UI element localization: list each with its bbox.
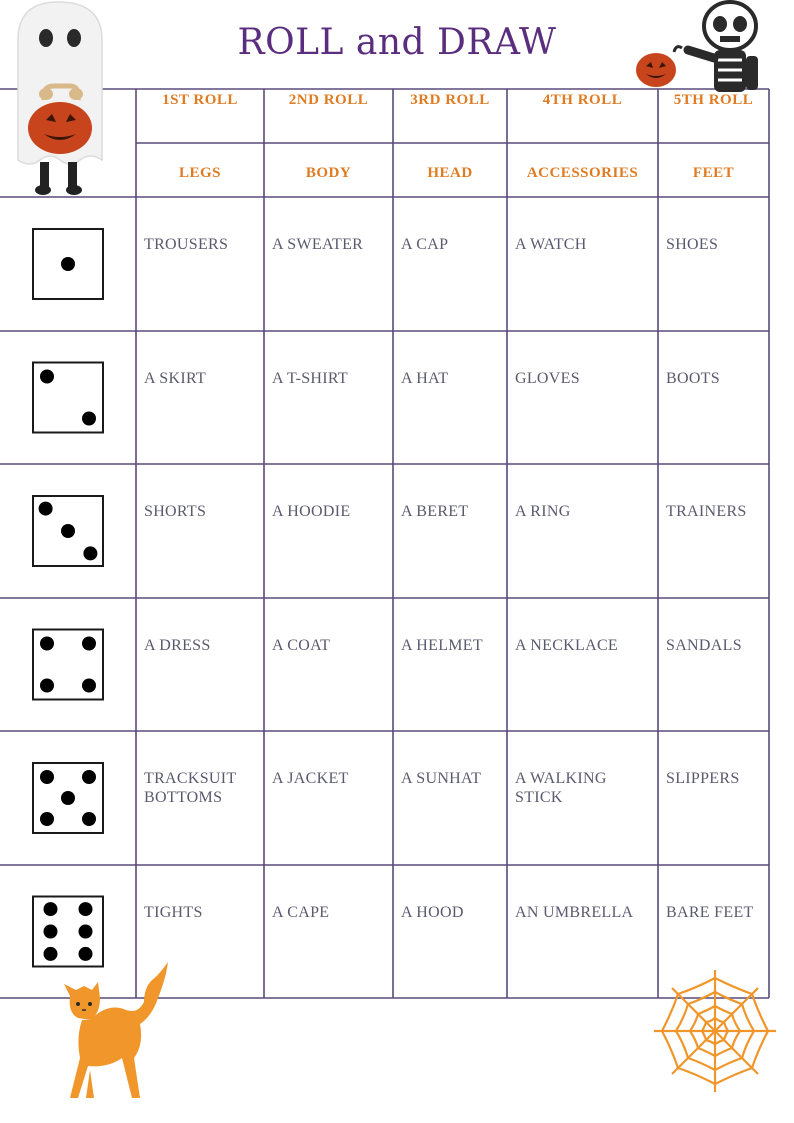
table-cell: A BERET — [401, 503, 469, 520]
roll-header: 5TH ROLL — [673, 92, 754, 108]
category-header: ACCESSORIES — [526, 165, 639, 181]
die-pip — [44, 902, 58, 916]
table-cell: TIGHTS — [144, 904, 203, 921]
die-pip — [40, 370, 54, 384]
table-cell: SHOES — [666, 236, 719, 253]
table-cell: SHORTS — [144, 503, 207, 520]
die-pip — [82, 637, 96, 651]
category-header: BODY — [305, 165, 352, 181]
die-pip — [82, 812, 96, 826]
table-cell: A NECKLACE — [515, 637, 618, 654]
die-pip — [79, 925, 93, 939]
table-cell: A WALKING STICK — [515, 770, 607, 806]
die-pip — [82, 770, 96, 784]
table-cell: A RING — [515, 503, 571, 520]
table-cell: A HOOD — [401, 904, 464, 921]
die-1 — [33, 229, 103, 299]
roll-header: 1ST ROLL — [162, 92, 238, 108]
table-cell: A SUNHAT — [401, 770, 482, 787]
table-cell: A HOODIE — [272, 503, 351, 520]
die-2 — [33, 363, 103, 433]
table-cell: TRACKSUIT BOTTOMS — [144, 770, 237, 806]
cat-icon — [48, 958, 178, 1108]
table-cell: A HAT — [401, 370, 449, 387]
category-header: FEET — [692, 165, 735, 181]
table-cell: A COAT — [272, 637, 331, 654]
table-cell: A DRESS — [144, 637, 211, 654]
table-cell: AN UMBRELLA — [515, 904, 634, 921]
die-pip — [61, 524, 75, 538]
grid-lines — [0, 89, 769, 998]
die-pip — [44, 925, 58, 939]
spider-web-icon — [650, 966, 780, 1096]
die-pip — [40, 812, 54, 826]
table-cell: SLIPPERS — [666, 770, 740, 787]
table-cell: A SKIRT — [144, 370, 207, 387]
table-cell: A SWEATER — [272, 236, 364, 253]
table-cell: A WATCH — [515, 236, 587, 253]
table-cell: TROUSERS — [144, 236, 229, 253]
die-pip — [79, 902, 93, 916]
die-pip — [39, 502, 53, 516]
ghost-icon — [10, 0, 110, 200]
table-cell: BOOTS — [666, 370, 720, 387]
die-pip — [82, 679, 96, 693]
die-pip — [82, 412, 96, 426]
table-cell: SANDALS — [666, 637, 742, 654]
table-cell: A HELMET — [401, 637, 483, 654]
category-header: LEGS — [178, 165, 222, 181]
die-pip — [40, 679, 54, 693]
table-cell: A CAPE — [272, 904, 330, 921]
roll-header: 4TH ROLL — [542, 92, 623, 108]
die-6 — [33, 897, 103, 967]
table-cell: GLOVES — [515, 370, 580, 387]
table-cell: TRAINERS — [666, 503, 747, 520]
table-cell: A JACKET — [272, 770, 349, 787]
category-header: HEAD — [427, 165, 473, 181]
die-pip — [83, 546, 97, 560]
die-5 — [33, 763, 103, 833]
table-cell: A T-SHIRT — [272, 370, 348, 387]
page-title: ROLL and DRAW — [237, 22, 557, 63]
die-4 — [33, 630, 103, 700]
die-pip — [40, 770, 54, 784]
die-pip — [61, 791, 75, 805]
skeleton-icon — [634, 0, 764, 92]
table-cell: BARE FEET — [666, 904, 754, 921]
roll-header: 2ND ROLL — [288, 92, 369, 108]
die-3 — [33, 496, 103, 566]
table-cell: A CAP — [401, 236, 449, 253]
die-pip — [40, 637, 54, 651]
roll-header: 3RD ROLL — [410, 92, 490, 108]
die-pip — [61, 257, 75, 271]
